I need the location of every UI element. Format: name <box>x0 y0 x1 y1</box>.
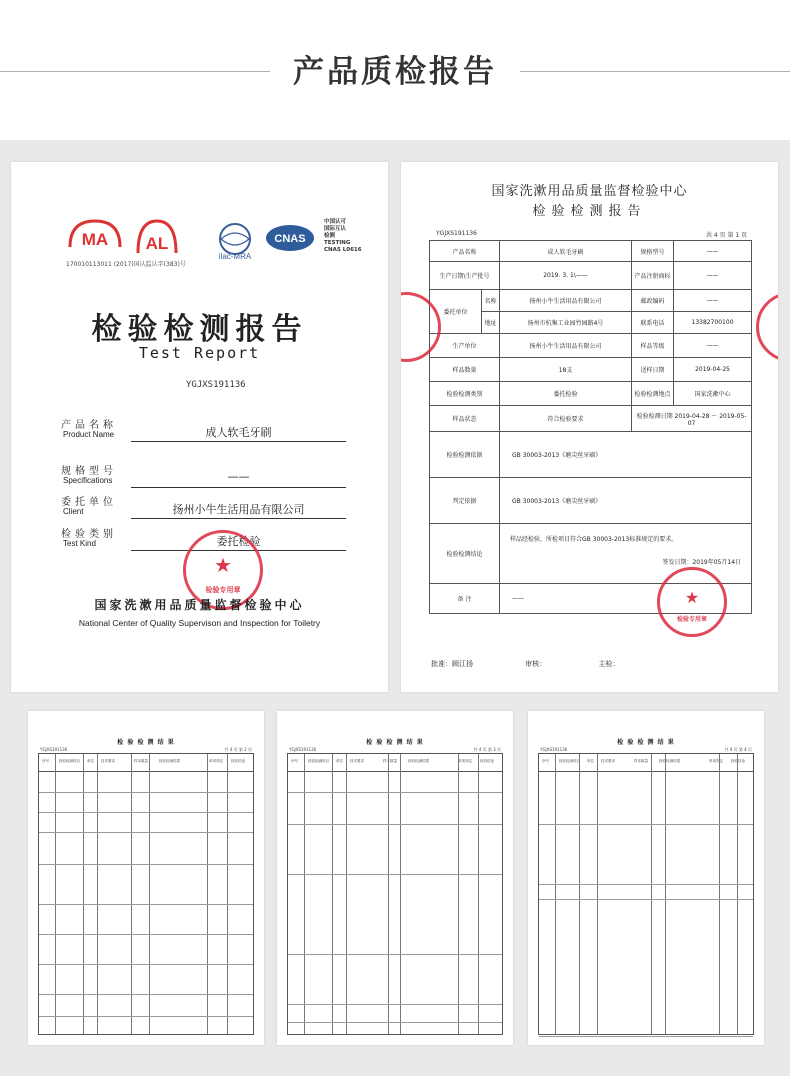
cnas-caption-line: 中国认可 <box>324 219 347 225</box>
cell-value: —— <box>674 334 752 358</box>
test-results-page-4 <box>528 711 764 1045</box>
header-cell: 单项判定 <box>458 759 472 763</box>
report-number: YGJXS191136 <box>289 747 317 752</box>
grid-line <box>737 754 738 1034</box>
cell-value: 2019-04-25 <box>674 358 752 382</box>
cnas-caption-line: CNAS L0616 <box>324 247 362 253</box>
header-cell: 样本数量 <box>634 759 648 763</box>
grid-line <box>55 754 56 1034</box>
cal-logo-text: AL <box>145 234 169 253</box>
grid-line <box>39 934 253 935</box>
report-number: YGJXS191136 <box>540 747 568 752</box>
field-label-cn: 检验类别 <box>61 529 117 540</box>
cell-label: 委托单位 <box>430 290 482 334</box>
report-number: YGJXS191136 <box>436 230 477 237</box>
field-value: 成人软毛牙刷 <box>131 424 346 442</box>
page-title: 产品质检报告 <box>293 54 497 90</box>
grid-line <box>83 754 84 1034</box>
cell-label: 检验检测类别 <box>430 382 500 406</box>
grid-line <box>400 754 401 1034</box>
ilac-logo-text: ilac-MRA <box>218 252 252 261</box>
issuing-organization-en: National Center of Quality Supervison and Inspection for Toiletry <box>78 618 321 628</box>
cell-label: 检验检测依据 <box>430 432 500 478</box>
cell-label: 联系电话 <box>632 312 674 334</box>
approver-signature: 批准：顾江扬 <box>431 660 473 668</box>
grid-line <box>288 792 502 793</box>
grid-line <box>579 754 580 1034</box>
field-label-cn: 委托单位 <box>61 497 117 508</box>
field-label-en: Test Kind <box>63 539 96 548</box>
results-table-header <box>39 754 253 772</box>
results-table-header <box>539 754 753 772</box>
cal-logo <box>134 217 180 257</box>
header-cell: 单位 <box>587 759 594 763</box>
issue-date: 签发日期：2019年05月14日 <box>662 559 742 566</box>
cnas-logo <box>264 223 316 253</box>
grid-line <box>288 954 502 955</box>
grid-line <box>458 754 459 1034</box>
header-cell: 单位 <box>87 759 94 763</box>
grid-line <box>39 792 253 793</box>
field-value: 委托检验 <box>131 533 346 551</box>
header-cell: 样本数量 <box>383 759 397 763</box>
grid-line <box>97 754 98 1034</box>
results-title: 检 验 检 测 结 果 <box>366 739 424 746</box>
test-results-page-2 <box>28 711 264 1045</box>
cell-value: —— <box>500 584 752 614</box>
seal-star-icon: ★ <box>214 553 232 577</box>
page-indicator: 共 4 页 第 3 页 <box>473 747 501 752</box>
report-number: YGJXS191136 <box>40 747 68 752</box>
header-divider-right <box>520 71 790 72</box>
header-cell: 检验检测结果 <box>659 759 680 763</box>
report-detail-page <box>401 162 778 692</box>
seal-star-icon: ★ <box>684 588 700 607</box>
header-cell: 检验检测项目 <box>59 759 80 763</box>
cell-value: 18支 <box>500 358 632 382</box>
header-cell: 检验检测项目 <box>308 759 329 763</box>
results-table-header <box>288 754 502 772</box>
header-cell: 序号 <box>291 759 298 763</box>
cover-title: 检验检测报告 <box>91 312 308 347</box>
header-cell: 检验检测结果 <box>159 759 180 763</box>
header-divider-left <box>0 71 270 72</box>
seal-text: 检验专用章 <box>205 586 241 594</box>
cnas-caption-line: TESTING <box>324 240 351 246</box>
header-cell: 单位 <box>336 759 343 763</box>
grid-line <box>539 824 753 825</box>
cell-label: 产品注册商标 <box>632 262 674 290</box>
red-inspection-seal <box>657 567 727 637</box>
cell-value: 扬州小牛生活用品有限公司 <box>500 334 632 358</box>
cell-value <box>632 406 752 432</box>
field-label-en: Client <box>63 507 84 516</box>
grid-line <box>39 1016 253 1017</box>
field-label-en: Specifications <box>63 476 113 485</box>
grid-line <box>288 874 502 875</box>
cell-value: 委托检验 <box>500 382 632 406</box>
header-cell: 检验结论 <box>480 759 494 763</box>
cell-label: 产品名称 <box>430 241 500 262</box>
grid-line <box>288 1022 502 1023</box>
grid-line <box>288 824 502 825</box>
cnas-logo-text: CNAS <box>274 233 306 245</box>
header-cell: 检验检测项目 <box>559 759 580 763</box>
signature-row <box>431 659 669 669</box>
report-number: YGJXS191136 <box>186 380 246 390</box>
results-table <box>538 753 754 1035</box>
grid-line <box>478 754 479 1034</box>
grid-line <box>39 864 253 865</box>
grid-line <box>539 1036 753 1037</box>
grid-line <box>207 754 208 1034</box>
cell-value: —— <box>674 241 752 262</box>
grid-line <box>555 754 556 1034</box>
header-cell: 检验结论 <box>231 759 245 763</box>
header-cell: 序号 <box>42 759 49 763</box>
main-inspector-signature: 主检： <box>598 660 620 668</box>
grid-line <box>288 1004 502 1005</box>
cell-value: 扬州小牛生活用品有限公司 <box>500 290 632 312</box>
cell-value: 成人软毛牙刷 <box>500 241 632 262</box>
page-header <box>0 0 790 140</box>
grid-line <box>149 754 150 1034</box>
cover-subtitle: Test Report <box>138 344 261 362</box>
header-cell: 样本数量 <box>134 759 148 763</box>
cell-value: 符合检验要求 <box>500 406 632 432</box>
page-indicator: 共 4 页 第 4 页 <box>724 747 752 752</box>
cell-value: 扬州市杭集工业园竹园路4号 <box>500 312 632 334</box>
header-cell: 单项判定 <box>209 759 223 763</box>
grid-line <box>388 754 389 1034</box>
cell-label: 检验检测地点 <box>632 382 674 406</box>
cnas-caption-line: 国际互认 <box>324 226 347 232</box>
conclusion-text: 样品经检验，所检项目符合GB 30003-2013标准规定的要求。 <box>510 536 678 543</box>
grid-line <box>39 832 253 833</box>
grid-line <box>39 994 253 995</box>
grid-line <box>131 754 132 1034</box>
header-cell: 技术要求 <box>350 759 364 763</box>
cell-label: 样品等级 <box>632 334 674 358</box>
results-title: 检 验 检 测 结 果 <box>117 739 175 746</box>
field-label-cn: 规格型号 <box>61 466 117 477</box>
header-cell: 序号 <box>542 759 549 763</box>
cma-logo-text: MA <box>81 230 109 249</box>
grid-line <box>665 754 666 1034</box>
grid-line <box>39 904 253 905</box>
results-table <box>38 753 254 1035</box>
field-label-cn: 产品名称 <box>61 420 117 431</box>
cnas-caption-line: 检测 <box>324 233 336 239</box>
header-cell: 技术要求 <box>101 759 115 763</box>
grid-line <box>539 899 753 900</box>
grid-line <box>39 964 253 965</box>
field-specifications <box>61 462 341 494</box>
cell-label: 送样日期 <box>632 358 674 382</box>
cell-label: 名称 <box>482 290 500 312</box>
cell-label: 邮政编码 <box>632 290 674 312</box>
field-product-name <box>61 416 341 448</box>
cell-value: 2019. 3. 1\—— <box>500 262 632 290</box>
grid-line <box>304 754 305 1034</box>
field-label-en: Product Name <box>63 430 115 439</box>
red-edge-seal <box>756 292 778 362</box>
grid-line <box>719 754 720 1034</box>
cell-label: 样品数量 <box>430 358 500 382</box>
report-info-table <box>429 240 752 614</box>
header-cell: 单项判定 <box>709 759 723 763</box>
cell-label: 生产日期\生产批号 <box>430 262 500 290</box>
cell-label: 规格型号 <box>632 241 674 262</box>
grid-line <box>227 754 228 1034</box>
field-value: —— <box>131 470 346 488</box>
grid-line <box>39 812 253 813</box>
period-label: 检验检测日期 <box>636 412 673 420</box>
cell-value: —— <box>674 290 752 312</box>
page-indicator: 共 4 页 第 2 页 <box>224 747 252 752</box>
header-cell: 检验结论 <box>731 759 745 763</box>
field-client <box>61 493 341 525</box>
period-value: 2019-04-28 ～ 2019-05-07 <box>674 412 747 427</box>
report-title: 检验检测报告 <box>532 204 647 219</box>
cell-label: 地址 <box>482 312 500 334</box>
grid-line <box>346 754 347 1034</box>
results-table <box>287 753 503 1035</box>
cell-label: 备 注 <box>430 584 500 614</box>
grid-line <box>597 754 598 1034</box>
grid-line <box>332 754 333 1034</box>
issuing-organization: 国家洗漱用品质量监督检验中心 <box>94 598 305 612</box>
results-title: 检 验 检 测 结 果 <box>617 739 675 746</box>
cell-label: 检验检测结论 <box>430 524 500 584</box>
cnas-caption <box>324 219 374 254</box>
page-indicator: 共 4 页 第 1 页 <box>706 232 748 239</box>
cma-logo <box>66 217 124 251</box>
grid-line <box>539 884 753 885</box>
report-organization: 国家洗漱用品质量监督检验中心 <box>491 184 688 199</box>
header-cell: 检验检测结果 <box>408 759 429 763</box>
certification-logos <box>66 217 366 272</box>
field-value: 扬州小牛生活用品有限公司 <box>131 501 346 519</box>
cell-value: —— <box>674 262 752 290</box>
reviewer-signature: 审核： <box>525 660 547 668</box>
ilac-mra-logo <box>211 221 259 261</box>
test-results-page-3 <box>277 711 513 1045</box>
cell-label: 生产单位 <box>430 334 500 358</box>
cell-value: GB 30003-2013《磨尖丝牙刷》 <box>500 432 752 478</box>
cell-value: 13382700100 <box>674 312 752 334</box>
report-cover-page <box>11 162 388 692</box>
header-cell: 技术要求 <box>601 759 615 763</box>
grid-line <box>651 754 652 1034</box>
cell-label: 样品状态 <box>430 406 500 432</box>
cell-value: GB 30003-2013《磨尖丝牙刷》 <box>500 478 752 524</box>
cell-value: 国家洗漱中心 <box>674 382 752 406</box>
cell-label: 判定依据 <box>430 478 500 524</box>
seal-text: 检验专用章 <box>676 616 707 623</box>
certificate-numbers: 170010113011 (2017)国认监认字(383)号 <box>66 261 186 268</box>
